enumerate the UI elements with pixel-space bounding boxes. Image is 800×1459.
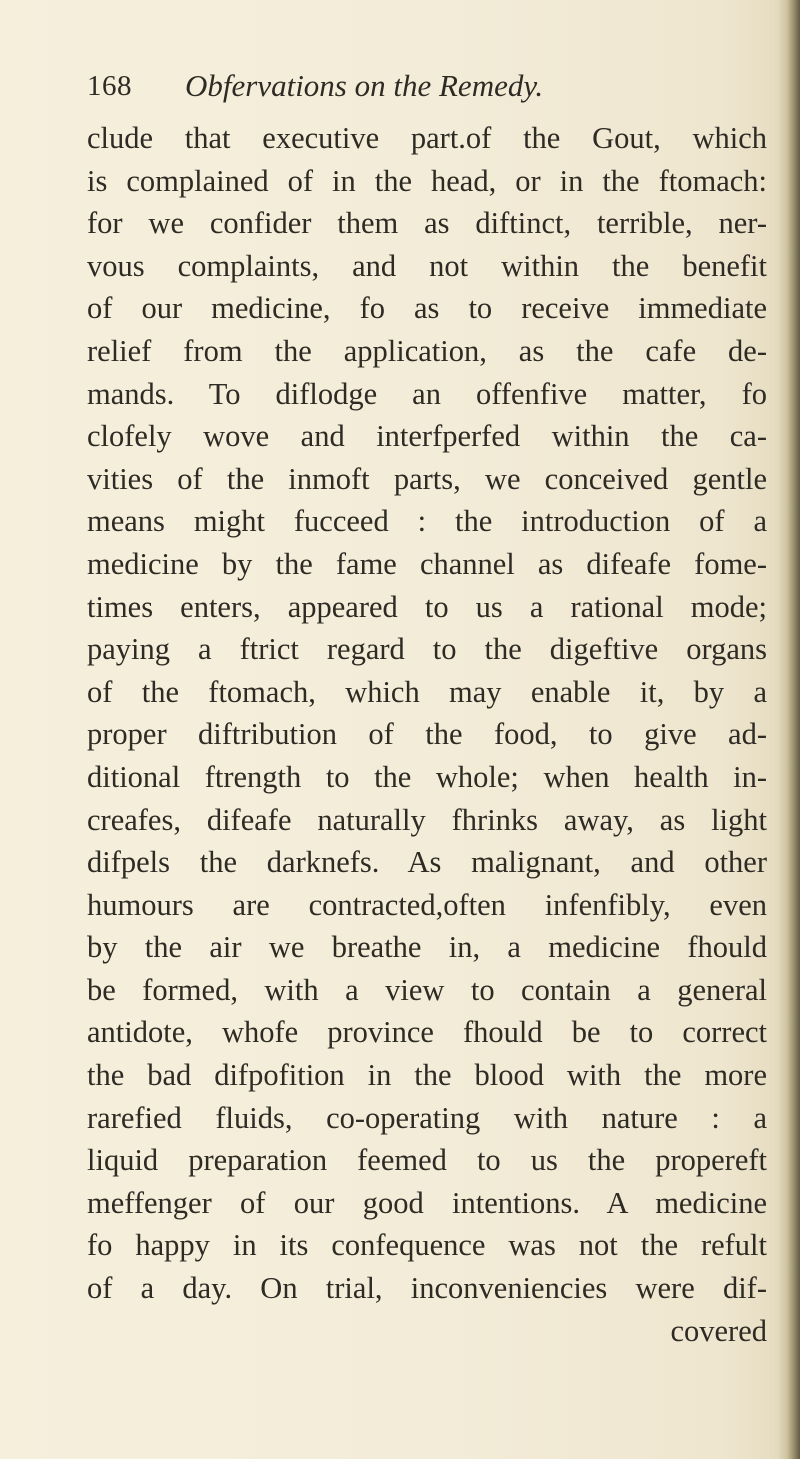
text-line: paying a ftrict regard to the digeftive organs <box>87 632 767 667</box>
page-number: 168 <box>87 70 132 102</box>
text-line: mands. To diflodge an offenfive matter, fo <box>87 376 767 411</box>
text-line: difpels the darknefs. As malignant, and other <box>87 845 767 880</box>
text-line: clofely wove and interfperfed within the ca- <box>87 419 767 454</box>
text-line: times enters, appeared to us a rational mode; <box>87 589 767 624</box>
text-line: rarefied fluids, co-operating with nature : a <box>87 1100 767 1135</box>
text-line: of a day. On trial, inconveniencies were dif- <box>87 1271 767 1306</box>
text-line: the bad difpofition in the blood with the more <box>87 1058 767 1093</box>
text-line: clude that executive part.of the Gout, which <box>87 121 767 155</box>
text-line: vous complaints, and not within the benefit <box>87 248 767 283</box>
page-header <box>87 68 767 114</box>
body-text <box>87 117 767 1352</box>
page-edge-shadow <box>778 0 800 1459</box>
text-line: relief from the application, as the cafe de- <box>87 333 767 368</box>
text-line: medicine by the fame channel as difeafe fome- <box>87 546 767 581</box>
text-line: by the air we breathe in, a medicine fhould <box>87 930 767 965</box>
text-line: antidote, whofe province fhould be to correct <box>87 1015 767 1050</box>
text-line: meffenger of our good intentions. A medicine <box>87 1185 767 1220</box>
text-line: for we confider them as diftinct, terrible, ner- <box>87 206 767 241</box>
text-line: means might fucceed : the introduction of a <box>87 504 767 539</box>
text-line: vities of the inmoft parts, we conceived gentle <box>87 461 767 496</box>
text-line: is complained of in the head, or in the ftomach: <box>87 163 767 198</box>
catchword: covered <box>670 1313 767 1348</box>
text-line: of the ftomach, which may enable it, by a <box>87 674 767 709</box>
text-line: of our medicine, fo as to receive immediate <box>87 291 767 326</box>
text-line: creafes, difeafe naturally fhrinks away, as light <box>87 802 767 837</box>
text-line: humours are contracted,often infenfibly, even <box>87 887 767 922</box>
running-head: Obfervations on the Remedy. <box>185 68 544 103</box>
text-line: liquid preparation feemed to us the propereft <box>87 1143 767 1178</box>
text-line: ditional ftrength to the whole; when health in- <box>87 759 767 794</box>
text-line: be formed, with a view to contain a general <box>87 972 767 1007</box>
text-line: proper diftribution of the food, to give ad- <box>87 717 767 752</box>
text-line: fo happy in its confequence was not the refult <box>87 1228 767 1263</box>
